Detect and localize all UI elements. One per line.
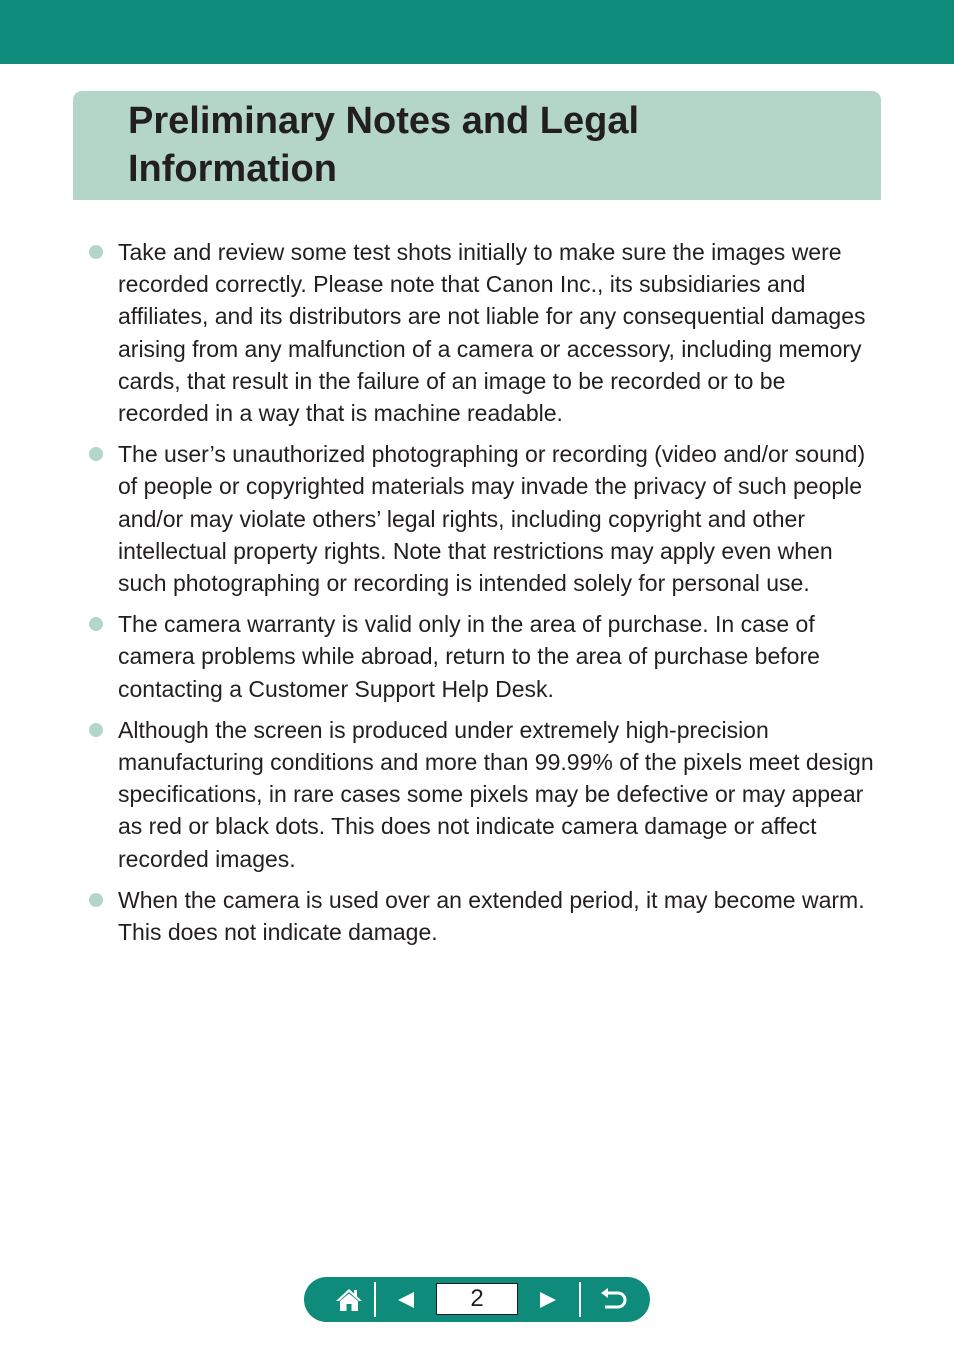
note-item [86,236,876,429]
note-item [86,608,876,705]
bullet-icon [89,893,103,907]
top-color-band [0,0,954,64]
home-icon [335,1287,363,1313]
bullet-icon [89,245,103,259]
title-banner [73,91,881,200]
note-text: The user’s unauthorized photographing or recording (video and/or sound) of people or copyrighted materials may invade the privacy of such people and/or may violate others’ legal rights, including copyright and other intellectual property rights. Note that restrictions may apply even when such photographing or recording is intended solely for personal use. [118,441,866,597]
note-item [86,438,876,599]
home-button[interactable] [324,1277,374,1322]
bullet-icon [89,447,103,461]
nav-divider [374,1282,376,1317]
note-text: Take and review some test shots initially to make sure the images were recorded correctly. Please note that Canon Inc., its subsidiaries and affiliates, and its distributors are not liable for any consequential damages arising from any malfunction of a camera or accessory, including memory cards, that result in the failure of an image to be recorded or to be recorded in a way that is machine readable. [118,239,866,427]
page-number-display: 2 [436,1283,518,1315]
return-button[interactable] [585,1277,640,1322]
page-navigation-bar [304,1277,650,1322]
next-page-icon [538,1290,558,1310]
page-title: Preliminary Notes and Legal Information [128,100,640,190]
return-icon [599,1288,627,1312]
bullet-icon [89,723,103,737]
note-item [86,714,876,875]
bullet-icon [89,617,103,631]
next-page-button[interactable] [522,1277,574,1322]
nav-divider [579,1282,581,1317]
note-text: When the camera is used over an extended period, it may become warm. This does not indicate damage. [118,886,865,946]
note-item [86,884,876,948]
note-text: The camera warranty is valid only in the area of purchase. In case of camera problems while abroad, return to the area of purchase before contacting a Customer Support Help Desk. [118,611,820,702]
note-text: Although the screen is produced under extremely high-precision manufacturing conditions and more than 99.99% of the pixels meet design specifications, in rare cases some pixels may be defective or may appear as red or black dots. This does not indicate camera damage or affect recorded images. [118,716,874,872]
previous-page-button[interactable] [380,1277,432,1322]
previous-page-icon [396,1290,416,1310]
notes-list [86,236,876,957]
